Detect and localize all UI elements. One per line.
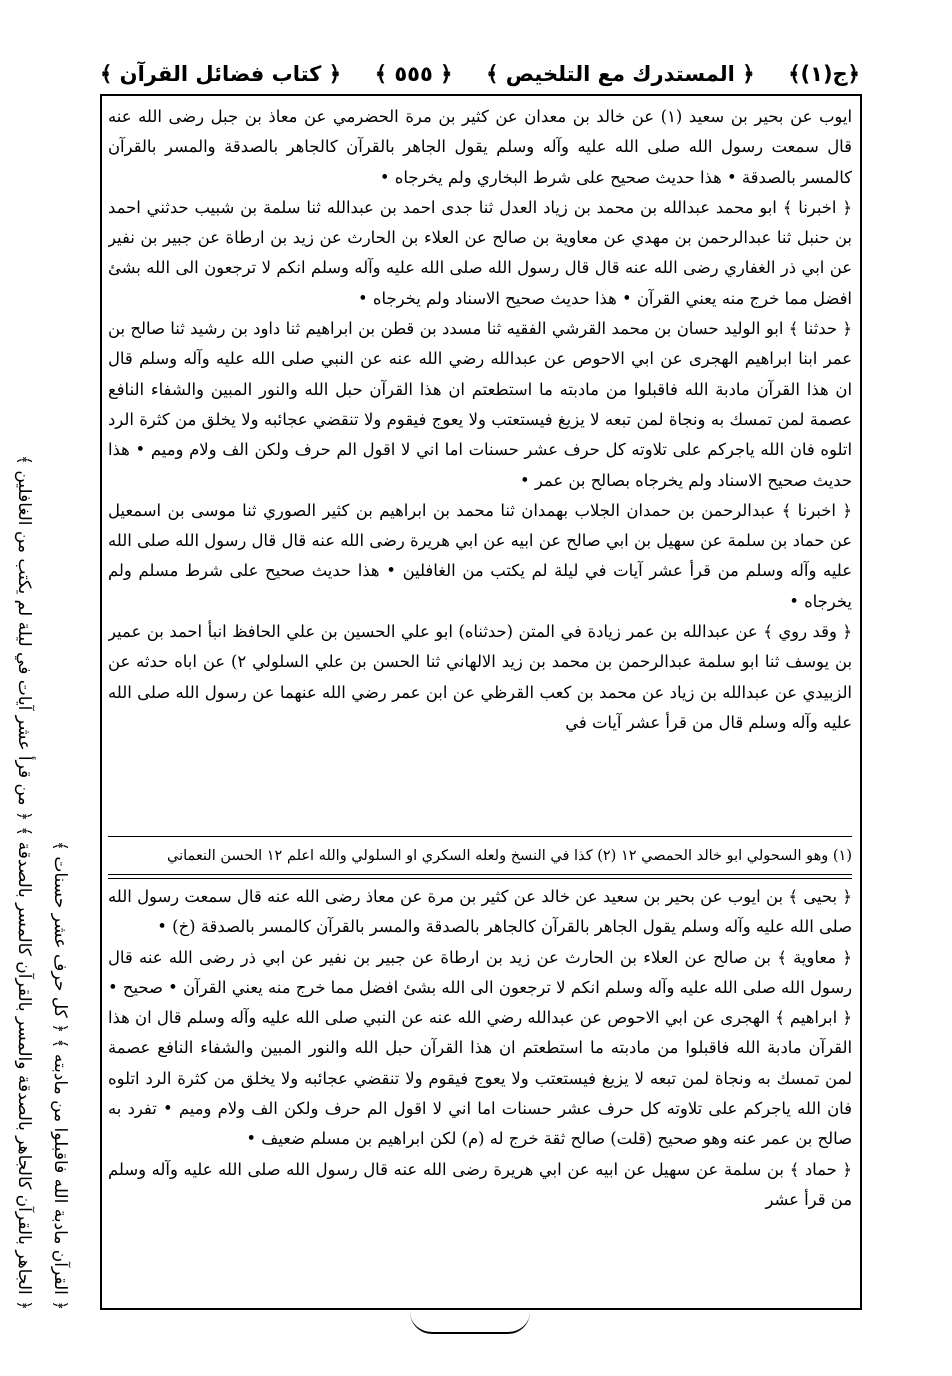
hadith-paragraph: ﴿ وقد روي ﴾ عن عبدالله بن عمر زيادة في المتن (حدثناه) ابو علي الحسين بن علي الحافظ انبأ احمد بن عمير بن يوسف ثنا ابو سلمة عبدالرحمن بن محمد بن زيد الالهاني ثنا الحسن بن علي السلولي ٢) عن اباه حدثه عن الزبيدي عن عبدالله بن زياد عن محمد بن كعب القرظي عن ابن عمر رضي الله عنهما عن رسول الله صلى الله عليه وآله وسلم قال من قرأ عشر آيات في xyxy=(108,622,852,732)
footnote-line: (١) وهو السحولي ابو خالد الحمصي ١٢ (٢) كذا في النسخ ولعله السكري او السلولي والله اعلم ١٢ الحسن النعماني xyxy=(167,848,852,864)
margin-note-outer: ﴿ الجاهر بالقرآن كالجاهر بالصدقة والمسر بالقرآن كالمسر بالصدقة ﴾ ﴿ من قرأ عشر آيات في ليلة لم يكتب من الغافلين ﴾ xyxy=(14,454,34,1310)
summary-paragraph: ﴿ بحيى ﴾ بن ايوب عن بحير بن سعيد عن خالد عن كثير بن مرة عن معاذ رضى الله عنه قال سمعت رسول الله صلى الله عليه وآله وسلم يقول الجاهر بالقرآن كالجاهر بالصدقة والمسر بالقرآن كالمسر بالصدقة (خ) • xyxy=(108,887,852,937)
margin-note-inner: ﴿ القرآن مادبة الله فاقبلوا من مادبته ﴾ ﴿ كل حرف عشر حسنات ﴾ xyxy=(50,840,70,1310)
hadith-paragraph: ﴿ اخبرنا ﴾ ابو محمد عبدالله بن محمد بن زياد العدل ثنا جدى احمد بن عبدالله ثنا سلمة بن شبيب حدثني احمد بن حنبل ثنا عبدالرحمن بن مهدي عن معاوية بن صالح عن العلاء بن الحارث عن زيد بن ارطاة عن جبير بن نفير عن ابي ذر الغفاري رضى الله عنه قال قال رسول الله صلى الله عليه وآله وسلم انكم لا ترجعون الى الله بشئ افضل مما خرج منه يعني القرآن • هذا حديث صحيح الاسناد ولم يخرجاه • xyxy=(108,197,852,308)
summary-paragraph: ﴿ حماد ﴾ بن سلمة عن سهيل عن ابيه عن ابي هريرة رضى الله عنه قال رسول الله صلى الله عليه وآله وسلم من قرأ عشر xyxy=(108,1159,852,1209)
footnote-divider-double xyxy=(108,878,852,879)
section-title: ﴿ كتاب فضائل القرآن ﴾ xyxy=(100,62,341,86)
hadith-paragraph: ايوب عن بحير بن سعيد (١) عن خالد بن معدان عن كثير بن مرة الحضرمي عن معاذ بن جبل رضى الله عنه قال سمعت رسول الله صلى الله عليه وآله وسلم يقول الجاهر بالقرآن كالجاهر بالصدقة والمسر بالقرآن كالمسر بالصدقة • هذا حديث صحيح على شرط البخاري ولم يخرجاه • xyxy=(108,107,852,187)
summary-paragraph: ﴿ معاوية ﴾ بن صالح عن العلاء بن الحارث عن زيد بن ارطاة عن جبير بن نفير عن ابي ذر رضى الله عنه قال رسول الله صلى الله عليه وآله وسلم انكم لا ترجعون الى الله بشئ افضل مما خرج منه يعني القرآن • صحيح • xyxy=(108,947,852,997)
main-text-block xyxy=(108,102,852,830)
footnote-divider-bottom xyxy=(108,874,852,875)
footer-ornament xyxy=(410,1312,530,1334)
summary-paragraph: ﴿ ابراهيم ﴾ الهجرى عن ابي الاحوص عن عبدالله رضي الله عنه عن النبي صلى الله عليه وآله وسلم قال ان هذا القرآن مادبة الله فاقبلوا من مادبته ما استطعتم ان هذا القرآن حبل الله والنور المبين والشفاء النافع عصمة لمن تمسك به ونجاة لمن تبعه لا يزيغ فيستعتب ولا يعوج فيقوم ولا تنقضي عجائبه ولا يخلق من كثرة الرد اتلوه فان الله ياجركم على تلاوته كل حرف عشر حسنات اما اني لا اقول الم حرف ولكن الف ولام وميم • تفرد به صالح بن عمر عنه وهو صحيح (قلت) صالح ثقة خرج له (م) لكن ابراهيم بن مسلم ضعيف • xyxy=(108,1008,852,1149)
hadith-paragraph: ﴿ اخبرنا ﴾ عبدالرحمن بن حمدان الجلاب بهمدان ثنا محمد بن ابراهيم بن كثير الصوري ثنا موسى بن اسمعيل عن حماد بن سلمة عن سهيل بن ابي صالح عن ابيه عن ابي هريرة رضى الله عنه قال قال رسول الله صلى الله عليه وآله وسلم من قرأ عشر آيات في ليلة لم يكتب من الغافلين • هذا حديث صحيح على شرط مسلم ولم يخرجاه • xyxy=(108,500,852,611)
book-title: ﴿ المستدرك مع التلخيص ﴾ xyxy=(486,62,755,86)
hadith-paragraph: ﴿ حدثنا ﴾ ابو الوليد حسان بن محمد القرشي الفقيه ثنا مسدد بن قطن بن ابراهيم ثنا داود بن رشيد ثنا صالح بن عمر ابنا ابراهيم الهجرى عن ابي الاحوص عن عبدالله رضي الله عنه عن النبي صلى الله عليه وآله وسلم قال ان هذا القرآن مادبة الله فاقبلوا من مادبته ما استطعتم ان هذا القرآن حبل الله والنور المبين والشفاء النافع عصمة لمن تمسك به ونجاة لمن تبعه لا يزيغ فيستعتب ولا يعوج فيقوم ولا تنقضي عجائبه ولا يخلق من كثرة الرد اتلوه فان الله ياجركم على تلاوته كل حرف عشر حسنات اما اني لا اقول الم حرف ولكن الف ولام وميم • هذا حديث صحيح الاسناد ولم يخرجاه بصالح بن عمر • xyxy=(108,319,852,490)
running-header xyxy=(100,52,860,96)
page-number: ﴿ ٥٥٥ ﴾ xyxy=(374,62,453,86)
footnote-divider-top xyxy=(108,836,852,837)
talkhis-summary-block xyxy=(108,882,852,1302)
volume-label: ﴿ج(١)﴾ xyxy=(788,62,860,86)
